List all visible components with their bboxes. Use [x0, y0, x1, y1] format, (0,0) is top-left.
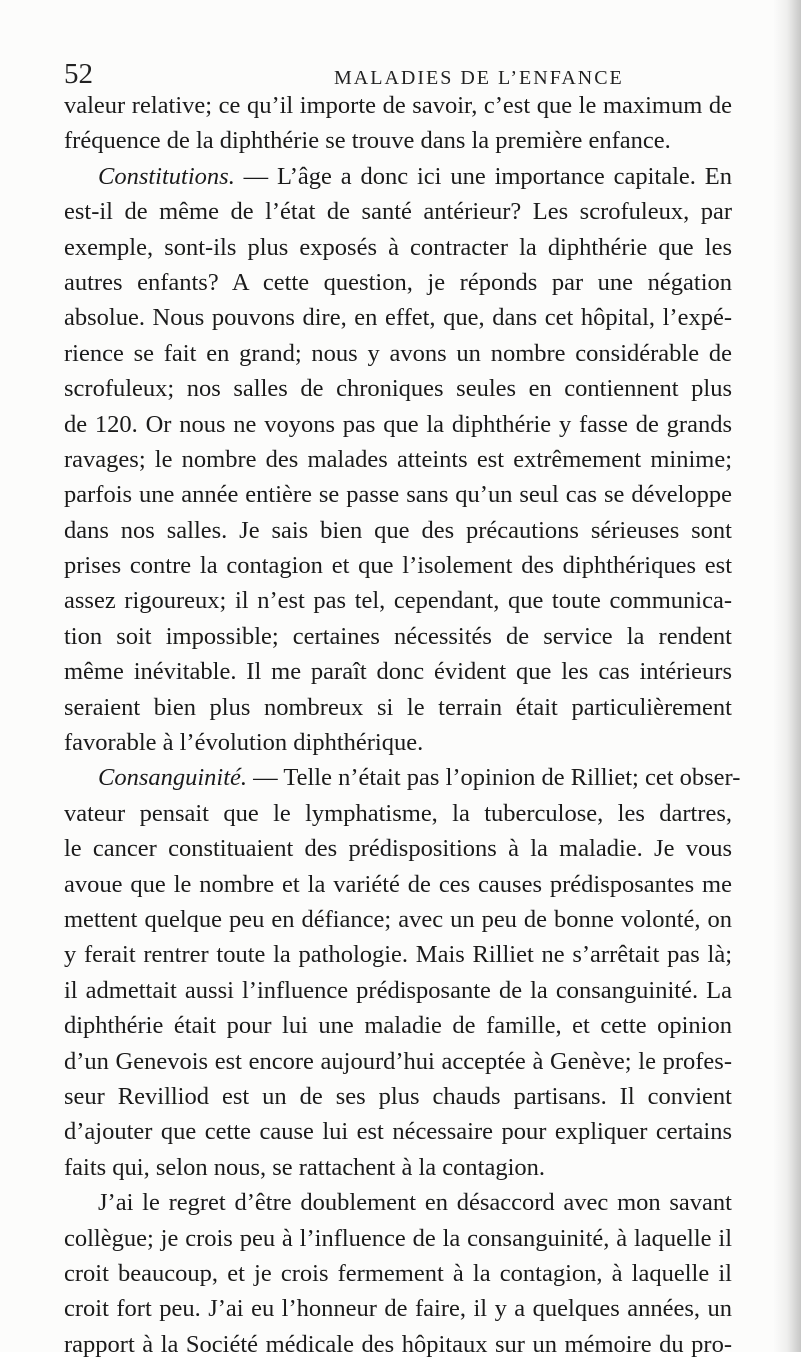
line-text: y ferait rentrer toute la pathologie. Mais Rilliet ne s’arrêtait pas là;	[64, 941, 732, 969]
text-line	[64, 265, 732, 300]
line-text: seur Revilliod est un de ses plus chauds partisans. Il convient	[64, 1082, 732, 1110]
line-text: favorable à l’évolution diphthérique.	[64, 729, 424, 757]
line-text: ravages; le nombre des malades atteints est extrêmement minime;	[64, 445, 732, 473]
section-heading: Consanguinité.	[98, 764, 248, 792]
text-line	[64, 548, 732, 583]
text-line	[64, 583, 732, 618]
line-text: tion soit impossible; certaines nécessités de service la rendent	[64, 622, 732, 650]
text-line	[64, 407, 732, 442]
page-edge-shadow	[773, 0, 801, 1352]
text-line	[64, 619, 732, 654]
text-line	[64, 867, 732, 902]
text-line	[64, 88, 732, 123]
line-text: parfois une année entière se passe sans qu’un seul cas se développe	[64, 481, 732, 509]
line-text: de 120. Or nous ne voyons pas que la diphthérie y fasse de grands	[64, 410, 732, 438]
text-line	[64, 159, 732, 194]
text-line	[64, 371, 732, 406]
text-line	[64, 1221, 732, 1256]
line-text: scrofuleux; nos salles de chroniques seules en contiennent plus	[64, 375, 732, 403]
line-text: valeur relative; ce qu’il importe de savoir, c’est que le maximum de	[64, 92, 732, 119]
line-text: mettent quelque peu en défiance; avec un peu de bonne volonté, on	[64, 905, 732, 933]
line-text: exemple, sont-ils plus exposés à contracter la diphthérie que les	[64, 233, 732, 261]
text-line	[64, 513, 732, 548]
text-line	[64, 230, 732, 265]
text-line	[64, 442, 732, 477]
line-text: assez rigoureux; il n’est pas tel, cependant, que toute communica-	[64, 587, 732, 615]
line-text: rience se fait en grand; nous y avons un nombre considérable de	[64, 339, 732, 367]
text-line	[64, 194, 732, 229]
line-text: J’ai le regret d’être doublement en désaccord avec mon savant	[98, 1189, 732, 1217]
line-text: rapport à la Société médicale des hôpitaux sur un mémoire du pro-	[64, 1330, 732, 1358]
line-text: prises contre la contagion et que l’isolement des diphthériques est	[64, 552, 732, 580]
text-line	[64, 477, 732, 512]
text-line	[64, 831, 732, 866]
text-line	[64, 690, 732, 725]
text-line	[64, 123, 732, 158]
text-line	[64, 973, 732, 1008]
line-text: dans nos salles. Je sais bien que des précautions sérieuses sont	[64, 516, 732, 544]
line-text: le cancer constituaient des prédispositions à la maladie. Je vous	[64, 835, 732, 863]
line-text: croit fort peu. J’ai eu l’honneur de faire, il y a quelques années, un	[64, 1295, 732, 1323]
text-line	[64, 937, 732, 972]
line-text: d’un Genevois est encore aujourd’hui acceptée à Genève; le profes-	[64, 1047, 732, 1075]
text-line	[64, 902, 732, 937]
line-text: avoue que le nombre et la variété de ces causes prédisposantes me	[64, 870, 732, 898]
line-text: croit beaucoup, et je crois fermement à la contagion, à laquelle il	[64, 1259, 732, 1287]
line-text: autres enfants? A cette question, je réponds par une négation	[64, 268, 732, 296]
text-line	[64, 1044, 732, 1079]
section-heading: Constitutions.	[98, 162, 235, 190]
line-text: — L’âge a donc ici une importance capitale. En	[234, 162, 732, 190]
text-line	[64, 1114, 732, 1149]
line-text: seraient bien plus nombreux si le terrain était particulièrement	[64, 693, 732, 721]
text-line	[64, 1150, 732, 1185]
line-text: est-il de même de l’état de santé antérieur? Les scrofuleux, par	[64, 198, 732, 226]
line-text: absolue. Nous pouvons dire, en effet, que, dans cet hôpital, l’expé-	[64, 304, 732, 332]
line-text: faits qui, selon nous, se rattachent à la contagion.	[64, 1153, 546, 1181]
text-line	[64, 1327, 732, 1362]
text-line	[64, 1256, 732, 1291]
text-line	[64, 1185, 732, 1220]
line-text: même inévitable. Il me paraît donc évident que les cas intérieurs	[64, 658, 732, 686]
text-line	[64, 1291, 732, 1326]
text-line	[64, 725, 732, 760]
page-number: 52	[64, 58, 93, 90]
text-line	[64, 654, 732, 689]
text-line	[64, 300, 732, 335]
line-text: fréquence de la diphthérie se trouve dans la première enfance.	[64, 127, 671, 155]
line-text: diphthérie était pour lui une maladie de famille, et cette opinion	[64, 1012, 732, 1040]
text-line	[64, 760, 741, 795]
line-text: — Telle n’était pas l’opinion de Rilliet; cet obser-	[247, 764, 741, 792]
text-line	[64, 796, 732, 831]
line-text: d’ajouter que cette cause lui est nécessaire pour expliquer certains	[64, 1118, 732, 1146]
text-line	[64, 336, 732, 371]
line-text: collègue; je crois peu à l’influence de la consanguinité, à laquelle il	[64, 1224, 732, 1252]
body-text	[64, 88, 741, 1362]
running-title: MALADIES DE L’ENFANCE	[334, 67, 624, 89]
text-line	[64, 1008, 732, 1043]
text-line	[64, 1079, 732, 1114]
line-text: il admettait aussi l’influence prédisposante de la consanguinité. La	[64, 976, 732, 1004]
line-text: vateur pensait que le lymphatisme, la tuberculose, les dartres,	[64, 799, 732, 827]
